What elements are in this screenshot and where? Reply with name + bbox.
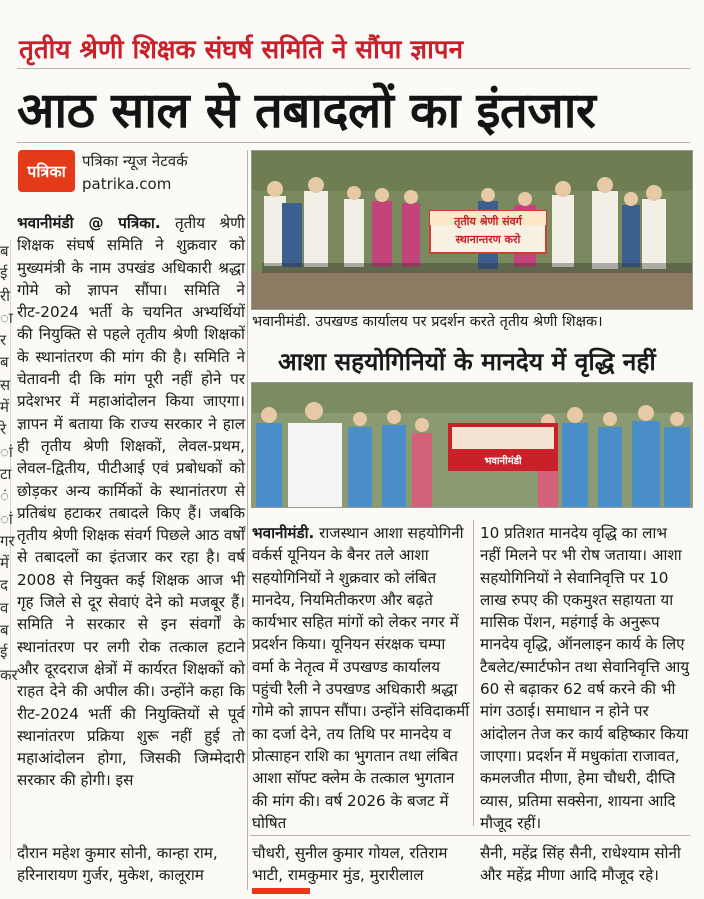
edge-text: ई	[0, 264, 8, 283]
divider	[17, 142, 690, 143]
story2-text-b: 10 प्रतिशत मानदेय वृद्धि का लाभ नहीं मिलने पर भी रोष जताया। आशा सहयोगिनियों ने सेवानिवृत्ति पर 10 लाख रुपए की एकमुश्त सहायता या मासिक पेंशन, महंगाई के अनुरूप मानदेय वृद्धि, ऑनलाइन कार्य के लिए टैबलेट/स्मार्टफोन तथा सेवानिवृत्ति आयु 60 से बढ़ाकर 62 वर्ष करने की भी मांग उठाई। समाधान न होने पर आंदोलन तेज कर कार्य बहिष्कार किया जाएगा। प्रदर्शन में मधुकांता राजावत, कमलजीत मीणा, हेमा चौधरी, दीप्ति व्यास, प्रतिमा सक्सेना, शायना आदि मौजूद रहीं।	[480, 524, 690, 832]
divider	[250, 835, 690, 836]
story2-headline: आशा सहयोगिनियों के मानदेय में वृद्धि नहीं	[278, 347, 656, 376]
story1-body	[17, 212, 245, 792]
story2-column-b	[480, 522, 692, 834]
bottom-mid-line: भाटी, रामकुमार मुंड, मुरारीलाल	[252, 866, 424, 885]
edge-text: स	[0, 375, 11, 394]
adjacent-column-edge	[0, 240, 18, 860]
asha-workers-photo	[251, 382, 693, 508]
patrika-logo: पत्रिका	[18, 150, 75, 192]
story1-text: तृतीय श्रेणी शिक्षक संघर्ष समिति ने शुक्रवार को मुख्यमंत्री के नाम उपखंड अधिकारी श्रद्धा गोमे को ज्ञापन सौंपा। समिति ने रीट-2024 भर्ती के चयनित अभ्यर्थियों की नियुक्ति से पहले तृतीय श्रेणी शिक्षकों के स्थानांतरण की मांग की है। समिति ने चेतावनी दी कि मांग पूरी नहीं होने पर प्रदेशभर में महाआंदोलन किया जाएगा। ज्ञापन में बताया कि राज्य सरकार ने हाल ही तृतीय श्रेणी शिक्षकों, लेवल-प्रथम, लेवल-द्वितीय, पीटीआई एवं प्रबोधकों को छोड़कर अन्य कार्मिकों के स्थानांतरण से प्रतिबंध हटाकर तबादले किए हैं। जबकि तृतीय श्रेणी शिक्षक संवर्ग पिछले आठ वर्षों से तबादलों का इंतजार कर रहा है। वर्ष 2008 से नियुक्त कई शिक्षक आज भी गृह जिले से दूर सेवाएं देने को मजबूर हैं। समिति ने सरकार से इन संवर्गों के स्थानांतरण पर लगी रोक तत्काल हटाने और दूरदराज क्षेत्रों में कार्यरत शिक्षकों को राहत देने की अपील की। उन्होंने कहा कि रीट-2024 भर्ती की नियुक्तियों से पूर्व स्थानांतरण प्रक्रिया शुरू नहीं हुई तो महाआंदोलन होगा, जिसकी जिम्मेदारी सरकार की होगी। इस	[17, 214, 245, 790]
protest-banner: तृतीय श्रेणी संवर्ग स्थानान्तरण करो	[454, 215, 522, 246]
story2-dateline: भवानीमंडी.	[252, 524, 315, 542]
edge-text: में	[0, 554, 9, 573]
edge-text: ां	[0, 509, 13, 528]
edge-text: द	[0, 576, 8, 595]
kicker-headline: तृतीय श्रेणी शिक्षक संघर्ष समिति ने सौंपा ज्ञापन	[19, 35, 464, 65]
story1-bottom-line: हरिनारायण गुर्जर, मुकेश, कालूराम	[17, 866, 204, 885]
teachers-protest-photo	[251, 150, 693, 310]
bottom-mid-line: चौधरी, सुनील कुमार गोयल, रतिराम	[252, 844, 448, 862]
column-divider	[473, 520, 474, 826]
story2-column-a	[252, 522, 470, 834]
edge-text: ां	[0, 442, 13, 461]
accent-bar	[252, 888, 310, 894]
edge-text: व	[0, 598, 9, 617]
story1-bottom-mid	[252, 842, 447, 887]
edge-text: ं	[0, 487, 9, 506]
bottom-right-line: और महेंद्र मीणा आदि मौजूद रहे।	[480, 866, 659, 885]
edge-text: रे	[0, 420, 7, 439]
edge-text: ब	[0, 353, 9, 372]
edge-text: कर	[0, 665, 18, 684]
edge-text: टा	[0, 464, 12, 483]
edge-text: ा	[0, 308, 13, 327]
main-headline: आठ साल से तबादलों का इंतजार	[17, 82, 596, 139]
photo-caption: भवानीमंडी. उपखण्ड कार्यालय पर प्रदर्शन करते तृतीय श्रेणी शिक्षक।	[252, 314, 603, 330]
story1-bottom-line: दौरान महेश कुमार सोनी, कान्हा राम,	[17, 844, 218, 862]
edge-text: में	[0, 398, 9, 417]
story1-dateline: भवानीमंडी @ पत्रिका.	[17, 214, 161, 232]
website: patrika.com	[82, 175, 172, 193]
story1-bottom-right	[480, 842, 681, 887]
edge-text: री	[0, 286, 11, 305]
edge-text: ब	[0, 242, 9, 260]
bottom-right-line: सैनी, महेंद्र सिंह सैनी, राधेश्याम सोनी	[480, 844, 681, 862]
divider	[17, 68, 690, 69]
story1-bottom-lines	[17, 842, 218, 887]
story2-text-a: राजस्थान आशा सहयोगिनी वर्कर्स यूनियन के बैनर तले आशा सहयोगिनियों ने शुक्रवार को लंबित मानदेय, नियमितीकरण और बढ़ते कार्यभार सहित मांगों को लेकर नगर में प्रदर्शन किया। यूनियन संरक्षक चम्पा वर्मा के नेतृत्व में उपखण्ड कार्यालय पहुंची रैली ने उपखण्ड अधिकारी श्रद्धा गोमे को ज्ञापन सौंपा। उन्होंने संविदाकर्मी का दर्जा देने, तय तिथि पर मानदेय व प्रोत्साहन राशि का भुगतान तथा लंबित आशा सॉफ्ट क्लेम के तत्काल भुगतान की मांग की। वर्ष 2026 के बजट में घोषित	[252, 524, 470, 832]
edge-text: र	[0, 331, 7, 350]
edge-text: ई	[0, 643, 8, 662]
column-divider	[247, 150, 248, 890]
edge-text: गर	[0, 531, 15, 550]
asha-banner: भवानीमंडी	[484, 456, 522, 467]
edge-text: ब	[0, 621, 9, 640]
news-network: पत्रिका न्यूज नेटवर्क	[82, 152, 188, 170]
